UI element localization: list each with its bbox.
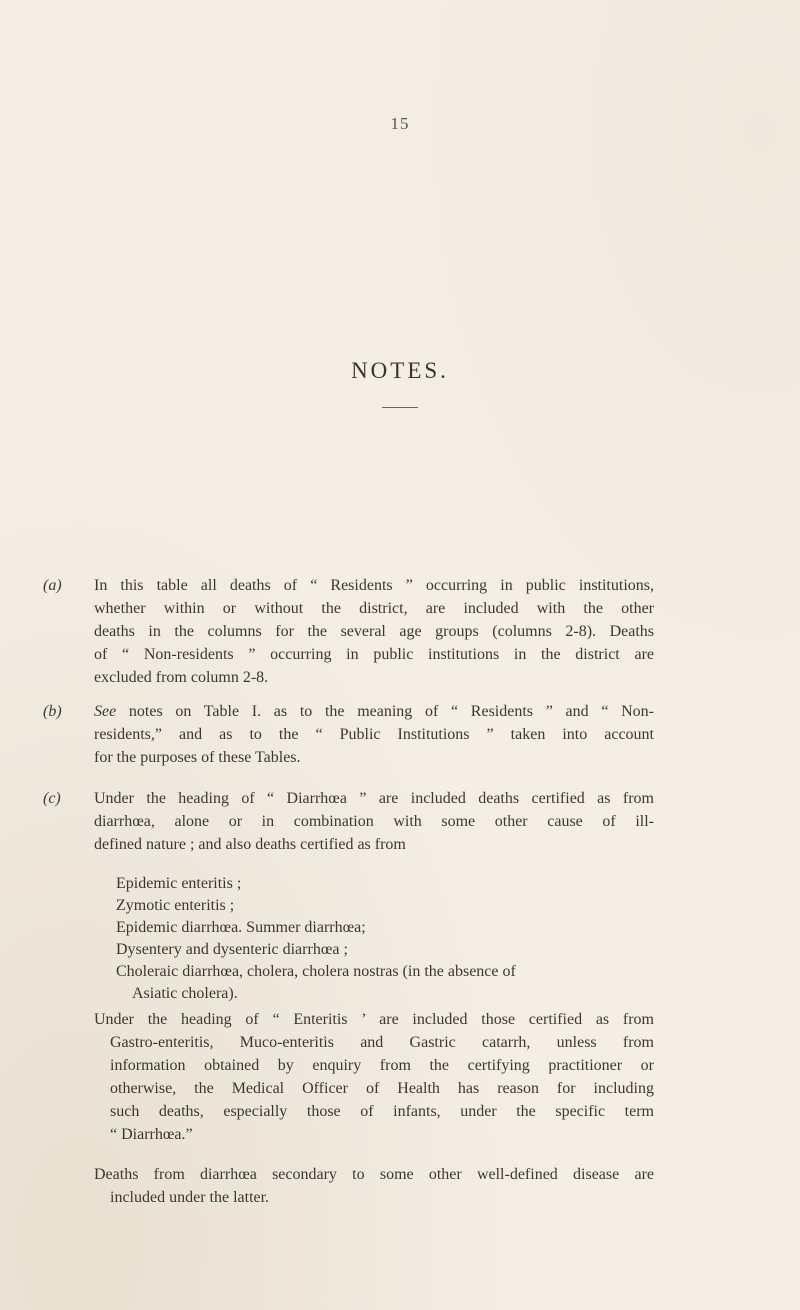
list-item: Dysentery and dysenteric diarrhœa ;	[116, 941, 348, 958]
paragraph-line: Under the heading of “ Enteritis ’ are included those certified as from	[94, 1011, 654, 1028]
paragraph-line: such deaths, especially those of infants, under the specific term	[110, 1103, 654, 1120]
paragraph-line: “ Diarrhœa.”	[110, 1126, 193, 1143]
paragraph-line: included under the latter.	[110, 1189, 270, 1206]
page-number: 15	[390, 114, 410, 133]
note-b-line: residents,” and as to the “ Public Institutions ” taken into account	[94, 726, 654, 743]
paragraph-line: Deaths from diarrhœa secondary to some other well-defined disease are	[94, 1166, 654, 1183]
note-c-marker: (c)	[43, 790, 61, 807]
note-a-text	[94, 574, 654, 689]
cause-list	[116, 873, 656, 1005]
list-item: Choleraic diarrhœa, cholera, cholera nostras (in the absence of	[116, 963, 516, 980]
enteritis-paragraph	[94, 1008, 654, 1146]
note-a-marker: (a)	[43, 577, 62, 594]
note-b-marker: (b)	[43, 703, 62, 720]
note-a-line: In this table all deaths of “ Residents ” occurring in public institutions,	[94, 577, 654, 594]
note-a-line: whether within or without the district, are included with the other	[94, 600, 654, 617]
note-a-line: of “ Non-residents ” occurring in public institutions in the district are	[94, 646, 654, 663]
list-item: Asiatic cholera).	[132, 985, 238, 1002]
title-underline	[382, 407, 418, 408]
note-b-line: See notes on Table I. as to the meaning of “ Residents ” and “ Non-	[94, 703, 654, 720]
secondary-paragraph	[94, 1163, 654, 1209]
list-item: Epidemic enteritis ;	[116, 875, 242, 892]
note-c-text	[94, 787, 654, 856]
note-c-line: defined nature ; and also deaths certified as from	[94, 836, 406, 853]
note-a-line: deaths in the columns for the several age groups (columns 2-8). Deaths	[94, 623, 654, 640]
list-item: Zymotic enteritis ;	[116, 897, 235, 914]
list-item: Epidemic diarrhœa. Summer diarrhœa;	[116, 919, 366, 936]
page-title: NOTES.	[351, 358, 449, 383]
note-c-line: diarrhœa, alone or in combination with some other cause of ill-	[94, 813, 654, 830]
see-reference: See	[94, 703, 117, 720]
note-b-text	[94, 700, 654, 769]
note-c-line: Under the heading of “ Diarrhœa ” are included deaths certified as from	[94, 790, 654, 807]
paragraph-line: information obtained by enquiry from the certifying practitioner or	[110, 1057, 654, 1074]
paragraph-line: Gastro-enteritis, Muco-enteritis and Gastric catarrh, unless from	[110, 1034, 654, 1051]
note-b-line: for the purposes of these Tables.	[94, 749, 301, 766]
paragraph-line: otherwise, the Medical Officer of Health has reason for including	[110, 1080, 654, 1097]
note-a-line: excluded from column 2-8.	[94, 669, 269, 686]
